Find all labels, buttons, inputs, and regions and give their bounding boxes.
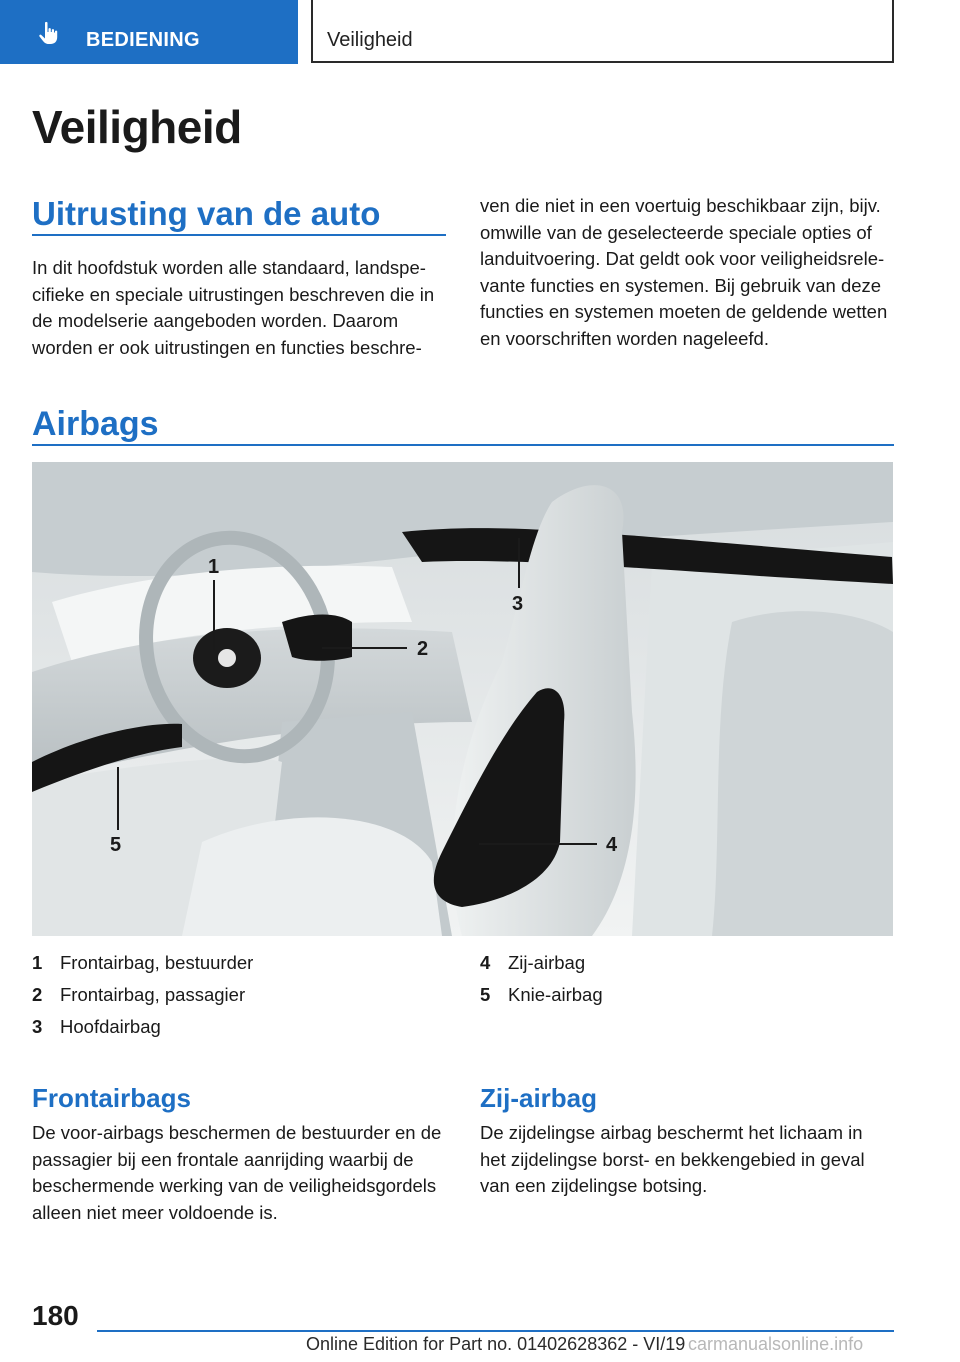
airbag-illustration [32,462,893,936]
legend-right [480,950,880,1014]
callout-5: 5 [110,834,122,856]
edition-text: Online Edition for Part no. 01402628362 - VI/19 [306,1334,686,1354]
watermark: carmanualsonline.info [688,1334,864,1354]
legend-text: Zij-airbag [508,952,586,973]
section-title-equipment: Uitrusting van de auto [32,195,381,232]
callout-2: 2 [417,638,429,660]
chapter-label: BEDIENING [86,29,200,51]
car-interior-drawing [32,462,893,936]
side-airbag-title: Zij-airbag [480,1083,598,1113]
callout-1: 1 [208,556,220,578]
side-airbag-text: De zijdelingse airbag beschermt het lichaam in het zijdelingse borst- en bekkengebied in geval van een zijdelingse botsing. [480,1122,865,1196]
frontairbags-text: De voor-airbags beschermen de bestuurder en de passagier bij een frontale aanrijding waarbij de beschermende werking van de veiligheidsgordels alleen niet meer voldoende is. [32,1122,442,1223]
legend-number: 3 [32,1016,43,1037]
chapter-tab[interactable] [0,0,298,64]
legend-number: 4 [480,952,491,973]
equipment-paragraph-right: ven die niet in een voertuig beschikbaar zijn, bijv. omwille van de geselecteerde speciale opties of landuitvoering. Dat geldt ook voor veiligheidsrelevante functies en systemen. Bij gebruik van deze functies en systemen moeten de geldende wetten en voorschriften worden nageleefd. [480,195,888,349]
section-rule [32,444,894,446]
frontairbags-title: Frontairbags [32,1083,191,1113]
callout-4: 4 [606,834,618,856]
legend-text: Knie-airbag [508,984,603,1005]
legend-number: 1 [32,952,43,973]
legend-item [480,950,880,982]
legend-number: 2 [32,984,43,1005]
legend-item [32,982,432,1014]
legend-text: Hoofdairbag [60,1016,161,1037]
hand-pointer-icon [36,20,62,46]
legend-item [480,982,880,1014]
page-title: Veiligheid [32,101,242,153]
legend-item [32,1014,432,1046]
section-label: Veiligheid [327,29,413,51]
page-number: 180 [32,1300,79,1331]
section-header-box [311,0,894,63]
legend-item [32,950,432,982]
legend-text: Frontairbag, passagier [60,984,246,1005]
footer-rule [97,1330,894,1332]
callout-3: 3 [512,593,524,615]
legend-number: 5 [480,984,491,1005]
legend-left [32,950,432,1046]
equipment-paragraph-left: In dit hoofdstuk worden alle standaard, landspecifieke en speciale uitrustingen beschreven die in de modelserie aangeboden worden. Daarom worden er ook uitrustingen en functies beschre- [32,257,435,358]
legend-text: Frontairbag, bestuurder [60,952,254,973]
section-rule [32,234,446,236]
section-title-airbags: Airbags [32,405,159,443]
